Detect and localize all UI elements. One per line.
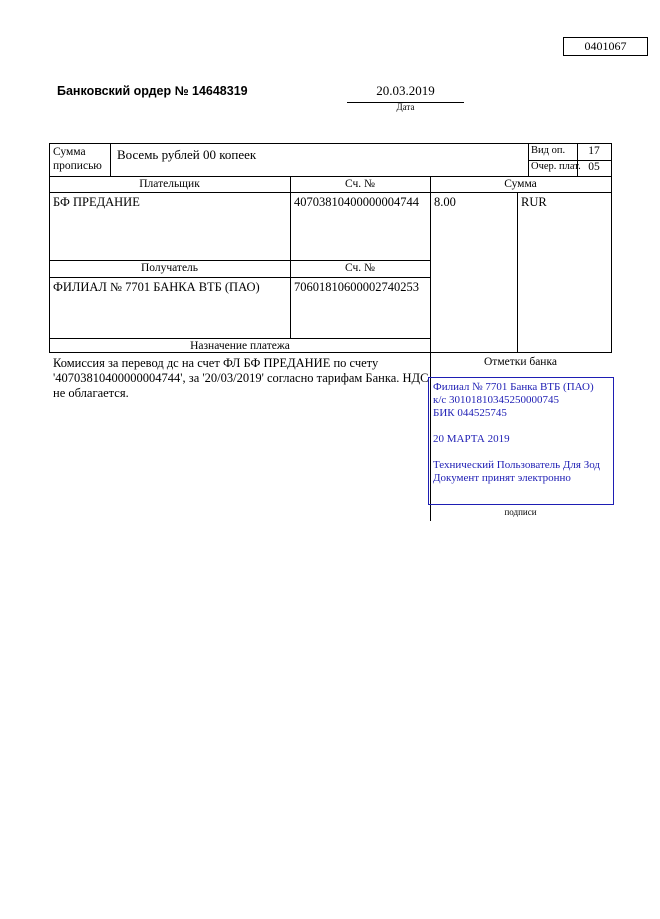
form-code-box: 0401067	[563, 37, 648, 56]
stamp-bik-line: БИК 044525745	[433, 407, 507, 419]
stamp-date-line: 20 МАРТА 2019	[433, 433, 510, 445]
payee-account-number: 70601810600002740253	[294, 280, 419, 294]
table-border-currency-divider	[517, 192, 518, 353]
table-border-amountwords-divider	[110, 143, 111, 177]
payee-column-header: Получатель	[140, 262, 199, 274]
date-label: Дата	[396, 102, 415, 112]
table-border-op-left	[528, 143, 529, 177]
bank-stamp-box	[428, 377, 614, 505]
table-border-payee-header-bottom	[49, 277, 431, 278]
purpose-header: Назначение платежа	[190, 340, 290, 352]
payment-priority-label: Очер. плат.	[531, 161, 581, 172]
table-border-left	[49, 143, 50, 353]
stamp-corr-account-line: к/с 30101810345250000745	[433, 394, 560, 406]
table-border-payee-bottom	[49, 338, 431, 339]
payer-account-number: 40703810400000004744	[294, 195, 419, 209]
payer-column-header: Плательщик	[139, 178, 200, 190]
amount-in-words-label: Сумма прописью	[53, 146, 102, 172]
document-title: Банковский ордер № 14648319	[57, 84, 248, 98]
purpose-text: Комиссия за перевод дс на счет ФЛ БФ ПРЕДАНИЕ по счету '40703810400000004744', за '20/03/2019' согласно тарифам Банка. НДС не облагается.	[53, 356, 429, 400]
bank-marks-header: Отметки банка	[484, 356, 557, 368]
signatures-label: подписи	[504, 507, 537, 517]
operation-type-label: Вид оп.	[531, 145, 566, 156]
payee-name: ФИЛИАЛ № 7701 БАНКА ВТБ (ПАО)	[53, 280, 260, 294]
stamp-accepted-line: Документ принят электронно	[433, 472, 571, 484]
stamp-user-line: Технический Пользователь Для Зод	[433, 459, 601, 471]
table-border-purpose-top	[49, 352, 612, 353]
table-border-headers-bottom	[49, 192, 612, 193]
operation-type-value: 17	[588, 145, 600, 157]
payment-priority-value: 05	[588, 161, 600, 173]
amount-value: 8.00	[434, 195, 456, 209]
table-border-right	[611, 143, 612, 353]
amount-currency: RUR	[521, 195, 547, 209]
stamp-branch-line: Филиал № 7701 Банка ВТБ (ПАО)	[433, 381, 594, 393]
table-border-payer-bottom	[49, 260, 431, 261]
payer-name: БФ ПРЕДАНИЕ	[53, 195, 140, 209]
table-border-account-divider	[290, 176, 291, 339]
amount-in-words-value: Восемь рублей 00 копеек	[117, 147, 257, 162]
payer-account-header: Сч. №	[344, 178, 376, 190]
amount-column-header: Сумма	[504, 178, 537, 190]
payee-account-header: Сч. №	[344, 262, 376, 274]
date-value: 20.03.2019	[347, 83, 464, 103]
